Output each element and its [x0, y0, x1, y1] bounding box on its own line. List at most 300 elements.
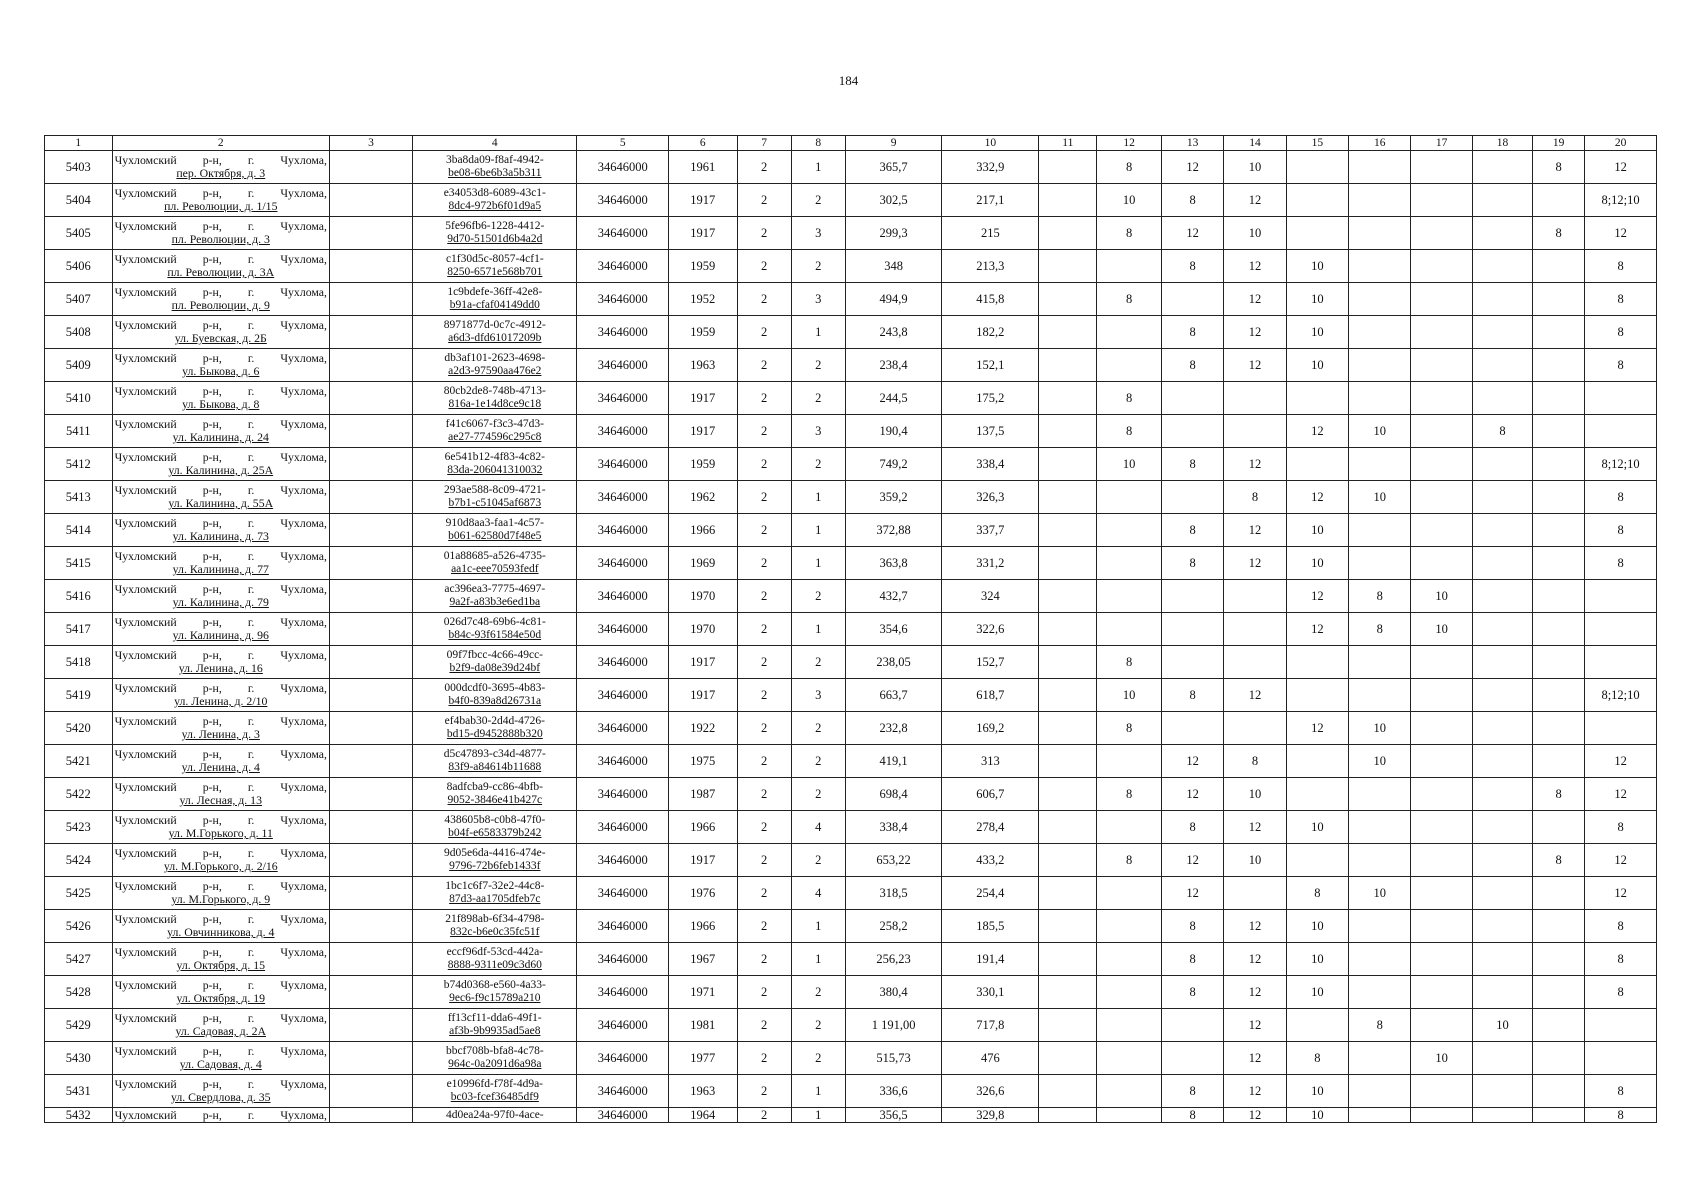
guid-line-2: 9ec6-f9c15789a210 — [449, 992, 541, 1004]
guid-line-2: b04f-e6583379b242 — [448, 827, 542, 839]
cell-c11 — [1039, 943, 1097, 976]
cell-c16 — [1349, 646, 1411, 679]
address-line-1: Чухломский р-н, г. Чухлома, — [114, 186, 327, 200]
cell-c8: 2 — [791, 349, 845, 382]
address-line-2: ул. Октября, д. 15 — [176, 958, 266, 972]
cell-c13: 8 — [1161, 250, 1223, 283]
cell-c13 — [1161, 382, 1223, 415]
cell-c17 — [1411, 745, 1472, 778]
cell-c16 — [1349, 679, 1411, 712]
guid-cell — [413, 1009, 577, 1042]
cell-c19 — [1533, 349, 1585, 382]
cell-c12 — [1097, 976, 1161, 1009]
address-line-2: ул. М.Горького, д. 11 — [168, 826, 273, 840]
table-row — [45, 151, 1657, 184]
cell-c10: 324 — [942, 580, 1039, 613]
guid-line-2: 9796-72b6feb1433f — [449, 860, 541, 872]
cell-c9: 348 — [845, 250, 942, 283]
cell-c13 — [1161, 1009, 1223, 1042]
guid-line-1: e10996fd-f78f-4d9a- — [446, 1078, 544, 1090]
column-3-cell — [329, 547, 412, 580]
cell-c15: 10 — [1286, 283, 1348, 316]
cell-c20: 8 — [1585, 976, 1657, 1009]
row-number-cell: 5406 — [45, 250, 113, 283]
cell-c11 — [1039, 316, 1097, 349]
cell-c11 — [1039, 679, 1097, 712]
cell-c19: 8 — [1533, 151, 1585, 184]
cell-c20: 8;12;10 — [1585, 448, 1657, 481]
column-header-1: 1 — [45, 136, 113, 151]
cell-c14: 12 — [1224, 1009, 1286, 1042]
cell-c5: 34646000 — [577, 580, 669, 613]
cell-c8: 3 — [791, 217, 845, 250]
column-header-14: 14 — [1224, 136, 1286, 151]
cell-c5: 34646000 — [577, 448, 669, 481]
cell-c7: 2 — [737, 1009, 791, 1042]
address-cell — [112, 1042, 329, 1075]
guid-line-2: 832c-b6e0c35fc51f — [450, 926, 540, 938]
cell-c12: 10 — [1097, 184, 1161, 217]
cell-c7: 2 — [737, 679, 791, 712]
address-line-1: Чухломский р-н, г. Чухлома, — [114, 384, 327, 398]
cell-c14: 12 — [1224, 316, 1286, 349]
address-cell — [112, 943, 329, 976]
cell-c7: 2 — [737, 250, 791, 283]
cell-c10: 618,7 — [942, 679, 1039, 712]
cell-c16: 10 — [1349, 745, 1411, 778]
guid-line-1: e34053d8-6089-43c1- — [443, 187, 546, 199]
cell-c18 — [1472, 877, 1532, 910]
cell-c6: 1959 — [668, 448, 737, 481]
cell-c13: 12 — [1161, 844, 1223, 877]
cell-c9: 336,6 — [845, 1075, 942, 1108]
column-3-cell — [329, 580, 412, 613]
row-number-cell: 5419 — [45, 679, 113, 712]
guid-line-1: 1c9bdefe-36ff-42e8- — [447, 286, 543, 298]
table-row — [45, 184, 1657, 217]
column-header-3: 3 — [329, 136, 412, 151]
guid-line-2: ae27-774596c295c8 — [448, 431, 542, 443]
column-header-4: 4 — [413, 136, 577, 151]
table-row — [45, 844, 1657, 877]
cell-c10: 329,8 — [942, 1108, 1039, 1123]
cell-c10: 332,9 — [942, 151, 1039, 184]
cell-c8: 1 — [791, 613, 845, 646]
column-header-9: 9 — [845, 136, 942, 151]
column-3-cell — [329, 283, 412, 316]
cell-c7: 2 — [737, 943, 791, 976]
guid-line-1: 293ae588-8c09-4721- — [444, 484, 546, 496]
cell-c15: 8 — [1286, 877, 1348, 910]
address-line-1: Чухломский р-н, г. Чухлома, — [114, 582, 327, 596]
cell-c17 — [1411, 250, 1472, 283]
cell-c5: 34646000 — [577, 778, 669, 811]
cell-c15: 10 — [1286, 349, 1348, 382]
cell-c8: 1 — [791, 1075, 845, 1108]
cell-c13: 8 — [1161, 679, 1223, 712]
guid-cell — [413, 1042, 577, 1075]
cell-c13 — [1161, 481, 1223, 514]
cell-c20: 8 — [1585, 514, 1657, 547]
cell-c6: 1987 — [668, 778, 737, 811]
cell-c9: 318,5 — [845, 877, 942, 910]
cell-c18 — [1472, 580, 1532, 613]
guid-line-1: c1f30d5c-8057-4cf1- — [445, 253, 544, 265]
cell-c19 — [1533, 250, 1585, 283]
row-number-cell: 5431 — [45, 1075, 113, 1108]
cell-c13: 8 — [1161, 448, 1223, 481]
guid-cell — [413, 283, 577, 316]
address-line-1: Чухломский р-н, г. Чухлома, — [114, 648, 327, 662]
table-row — [45, 448, 1657, 481]
cell-c9: 299,3 — [845, 217, 942, 250]
cell-c16 — [1349, 184, 1411, 217]
cell-c18 — [1472, 679, 1532, 712]
cell-c6: 1966 — [668, 811, 737, 844]
cell-c16 — [1349, 514, 1411, 547]
cell-c16 — [1349, 844, 1411, 877]
cell-c15: 12 — [1286, 481, 1348, 514]
address-cell — [112, 646, 329, 679]
cell-c17 — [1411, 877, 1472, 910]
guid-cell — [413, 943, 577, 976]
cell-c15 — [1286, 151, 1348, 184]
cell-c12: 10 — [1097, 679, 1161, 712]
guid-cell — [413, 184, 577, 217]
cell-c19 — [1533, 745, 1585, 778]
cell-c12: 10 — [1097, 448, 1161, 481]
cell-c14 — [1224, 877, 1286, 910]
cell-c12 — [1097, 580, 1161, 613]
cell-c20 — [1585, 646, 1657, 679]
cell-c10: 717,8 — [942, 1009, 1039, 1042]
cell-c18 — [1472, 943, 1532, 976]
cell-c7: 2 — [737, 415, 791, 448]
guid-cell — [413, 580, 577, 613]
cell-c10: 326,3 — [942, 481, 1039, 514]
cell-c13: 12 — [1161, 778, 1223, 811]
address-line-1: Чухломский р-н, г. Чухлома, — [114, 318, 327, 332]
cell-c19 — [1533, 910, 1585, 943]
cell-c14: 12 — [1224, 250, 1286, 283]
cell-c14: 12 — [1224, 283, 1286, 316]
cell-c9: 419,1 — [845, 745, 942, 778]
cell-c17 — [1411, 151, 1472, 184]
cell-c19 — [1533, 712, 1585, 745]
cell-c20: 8 — [1585, 349, 1657, 382]
column-3-cell — [329, 1108, 412, 1123]
address-line-1: Чухломский р-н, г. Чухлома, — [114, 714, 327, 728]
cell-c12: 8 — [1097, 778, 1161, 811]
cell-c17 — [1411, 415, 1472, 448]
cell-c12: 8 — [1097, 415, 1161, 448]
cell-c19 — [1533, 547, 1585, 580]
cell-c19: 8 — [1533, 844, 1585, 877]
cell-c9: 380,4 — [845, 976, 942, 1009]
cell-c6: 1962 — [668, 481, 737, 514]
cell-c8: 1 — [791, 481, 845, 514]
address-cell — [112, 745, 329, 778]
cell-c18 — [1472, 547, 1532, 580]
column-3-cell — [329, 646, 412, 679]
column-3-cell — [329, 415, 412, 448]
guid-cell — [413, 349, 577, 382]
column-3-cell — [329, 448, 412, 481]
guid-line-2: b84c-93f61584e50d — [448, 629, 542, 641]
guid-line-2: 9d70-51501d6b4a2d — [447, 233, 543, 245]
cell-c6: 1975 — [668, 745, 737, 778]
cell-c11 — [1039, 745, 1097, 778]
guid-line-2: a2d3-97590aa476e2 — [448, 365, 542, 377]
cell-c12: 8 — [1097, 283, 1161, 316]
cell-c8: 1 — [791, 910, 845, 943]
address-cell — [112, 1009, 329, 1042]
cell-c12 — [1097, 514, 1161, 547]
cell-c10: 213,3 — [942, 250, 1039, 283]
row-number-cell: 5430 — [45, 1042, 113, 1075]
table-row — [45, 316, 1657, 349]
cell-c6: 1969 — [668, 547, 737, 580]
address-cell — [112, 349, 329, 382]
cell-c11 — [1039, 448, 1097, 481]
cell-c9: 244,5 — [845, 382, 942, 415]
cell-c11 — [1039, 250, 1097, 283]
cell-c15: 10 — [1286, 976, 1348, 1009]
cell-c13: 8 — [1161, 514, 1223, 547]
table-row — [45, 382, 1657, 415]
address-cell — [112, 1108, 329, 1123]
cell-c6: 1981 — [668, 1009, 737, 1042]
address-line-2: пер. Октября, д. 3 — [176, 166, 266, 180]
guid-cell — [413, 613, 577, 646]
cell-c5: 34646000 — [577, 382, 669, 415]
cell-c20 — [1585, 1009, 1657, 1042]
cell-c11 — [1039, 910, 1097, 943]
guid-line-2: 8888-9311e09c3d60 — [447, 959, 542, 971]
address-line-2: ул. Калинина, д. 25А — [168, 463, 274, 477]
table-row — [45, 745, 1657, 778]
address-line-1: Чухломский р-н, г. Чухлома, — [114, 351, 327, 365]
cell-c18 — [1472, 613, 1532, 646]
column-3-cell — [329, 1009, 412, 1042]
cell-c11 — [1039, 646, 1097, 679]
row-number-cell: 5416 — [45, 580, 113, 613]
cell-c8: 1 — [791, 943, 845, 976]
cell-c15: 12 — [1286, 613, 1348, 646]
column-3-cell — [329, 613, 412, 646]
guid-line-1: db3af101-2623-4698- — [444, 352, 546, 364]
cell-c8: 3 — [791, 283, 845, 316]
cell-c12 — [1097, 811, 1161, 844]
cell-c13: 8 — [1161, 1075, 1223, 1108]
cell-c16 — [1349, 1042, 1411, 1075]
cell-c18 — [1472, 844, 1532, 877]
cell-c17 — [1411, 811, 1472, 844]
address-line-1: Чухломский р-н, г. Чухлома, — [114, 879, 327, 893]
cell-c5: 34646000 — [577, 811, 669, 844]
cell-c13: 8 — [1161, 316, 1223, 349]
column-header-11: 11 — [1039, 136, 1097, 151]
guid-cell — [413, 1075, 577, 1108]
cell-c20: 8 — [1585, 811, 1657, 844]
cell-c7: 2 — [737, 283, 791, 316]
cell-c8: 2 — [791, 712, 845, 745]
address-cell — [112, 976, 329, 1009]
cell-c17: 10 — [1411, 580, 1472, 613]
address-line-2: ул. Лесная, д. 13 — [179, 793, 262, 807]
cell-c15 — [1286, 844, 1348, 877]
table-row — [45, 778, 1657, 811]
guid-line-2: bc03-fcef36485df9 — [450, 1091, 539, 1103]
guid-line-2: b4f0-839a8d26731a — [448, 695, 542, 707]
cell-c13: 12 — [1161, 217, 1223, 250]
address-cell — [112, 910, 329, 943]
guid-line-2: 8250-6571e568b701 — [447, 266, 543, 278]
guid-line-1: ef4bab30-2d4d-4726- — [444, 715, 545, 727]
cell-c11 — [1039, 1108, 1097, 1123]
cell-c17 — [1411, 514, 1472, 547]
cell-c17 — [1411, 1108, 1472, 1123]
cell-c20 — [1585, 415, 1657, 448]
cell-c16: 10 — [1349, 481, 1411, 514]
guid-cell — [413, 811, 577, 844]
address-line-2: ул. Быкова, д. 6 — [182, 364, 260, 378]
cell-c15 — [1286, 745, 1348, 778]
guid-line-1: b74d0368-e560-4a33- — [443, 979, 546, 991]
column-header-15: 15 — [1286, 136, 1348, 151]
address-cell — [112, 580, 329, 613]
address-line-2: ул. Садовая, д. 4 — [179, 1057, 262, 1071]
cell-c8: 2 — [791, 580, 845, 613]
row-number-cell: 5404 — [45, 184, 113, 217]
cell-c20 — [1585, 1042, 1657, 1075]
address-line-2: ул. Садовая, д. 2А — [175, 1024, 266, 1038]
cell-c13 — [1161, 712, 1223, 745]
address-cell — [112, 184, 329, 217]
table-row — [45, 811, 1657, 844]
cell-c11 — [1039, 349, 1097, 382]
cell-c14: 12 — [1224, 547, 1286, 580]
cell-c10: 169,2 — [942, 712, 1039, 745]
cell-c18 — [1472, 217, 1532, 250]
cell-c9: 302,5 — [845, 184, 942, 217]
cell-c17 — [1411, 1009, 1472, 1042]
cell-c11 — [1039, 1009, 1097, 1042]
cell-c11 — [1039, 778, 1097, 811]
cell-c8: 2 — [791, 184, 845, 217]
cell-c11 — [1039, 1042, 1097, 1075]
address-line-2: ул. Октября, д. 19 — [176, 991, 266, 1005]
cell-c6: 1966 — [668, 514, 737, 547]
cell-c12 — [1097, 481, 1161, 514]
guid-line-1: ac396ea3-7775-4697- — [444, 583, 546, 595]
cell-c12: 8 — [1097, 382, 1161, 415]
cell-c7: 2 — [737, 349, 791, 382]
cell-c10: 313 — [942, 745, 1039, 778]
cell-c20: 12 — [1585, 151, 1657, 184]
cell-c10: 415,8 — [942, 283, 1039, 316]
guid-line-1: 3ba8da09-f8af-4942- — [445, 154, 544, 166]
cell-c16 — [1349, 976, 1411, 1009]
address-line-2: ул. Ленина, д. 16 — [178, 661, 263, 675]
guid-line-2: 816a-1e14d8ce9c18 — [448, 398, 542, 410]
guid-line-2: a6d3-dfd61017209b — [448, 332, 542, 344]
cell-c9: 1 191,00 — [845, 1009, 942, 1042]
cell-c7: 2 — [737, 745, 791, 778]
cell-c16 — [1349, 151, 1411, 184]
address-line-1: Чухломский р-н, г. Чухлома, — [114, 1011, 327, 1025]
row-number-cell: 5415 — [45, 547, 113, 580]
cell-c12 — [1097, 1108, 1161, 1123]
column-3-cell — [329, 1042, 412, 1075]
guid-cell — [413, 910, 577, 943]
cell-c18 — [1472, 349, 1532, 382]
cell-c11 — [1039, 712, 1097, 745]
cell-c5: 34646000 — [577, 976, 669, 1009]
cell-c19 — [1533, 1009, 1585, 1042]
cell-c15: 10 — [1286, 547, 1348, 580]
cell-c15 — [1286, 778, 1348, 811]
cell-c11 — [1039, 877, 1097, 910]
cell-c13: 8 — [1161, 547, 1223, 580]
row-number-cell: 5423 — [45, 811, 113, 844]
cell-c19 — [1533, 580, 1585, 613]
cell-c7: 2 — [737, 1108, 791, 1123]
cell-c6: 1917 — [668, 679, 737, 712]
column-3-cell — [329, 1075, 412, 1108]
cell-c15 — [1286, 382, 1348, 415]
column-3-cell — [329, 217, 412, 250]
table-row — [45, 910, 1657, 943]
address-line-1: Чухломский р-н, г. Чухлома, — [114, 285, 327, 299]
guid-line-1: 80cb2de8-748b-4713- — [443, 385, 546, 397]
cell-c7: 2 — [737, 448, 791, 481]
table-row — [45, 481, 1657, 514]
address-cell — [112, 382, 329, 415]
cell-c14 — [1224, 415, 1286, 448]
column-3-cell — [329, 910, 412, 943]
row-number-cell: 5420 — [45, 712, 113, 745]
address-line-1: Чухломский р-н, г. Чухлома, — [114, 978, 327, 992]
cell-c11 — [1039, 1075, 1097, 1108]
cell-c5: 34646000 — [577, 316, 669, 349]
cell-c6: 1952 — [668, 283, 737, 316]
column-header-16: 16 — [1349, 136, 1411, 151]
cell-c7: 2 — [737, 184, 791, 217]
cell-c11 — [1039, 382, 1097, 415]
cell-c15: 10 — [1286, 1108, 1348, 1123]
address-line-1: Чухломский р-н, г. Чухлома, — [114, 945, 327, 959]
cell-c9: 372,88 — [845, 514, 942, 547]
column-3-cell — [329, 514, 412, 547]
table-row — [45, 415, 1657, 448]
address-line-1: Чухломский р-н, г. Чухлома, — [114, 846, 327, 860]
guid-line-1: d5c47893-c34d-4877- — [443, 748, 546, 760]
cell-c7: 2 — [737, 910, 791, 943]
cell-c17 — [1411, 217, 1472, 250]
cell-c19 — [1533, 1108, 1585, 1123]
guid-line-2: 83da-206041310032 — [447, 464, 543, 476]
table-row — [45, 877, 1657, 910]
address-cell — [112, 811, 329, 844]
cell-c16 — [1349, 910, 1411, 943]
cell-c15 — [1286, 217, 1348, 250]
column-3-cell — [329, 811, 412, 844]
address-cell — [112, 844, 329, 877]
address-line-2: пл. Революции, д. 1/15 — [164, 199, 278, 213]
cell-c16 — [1349, 217, 1411, 250]
cell-c8: 1 — [791, 514, 845, 547]
